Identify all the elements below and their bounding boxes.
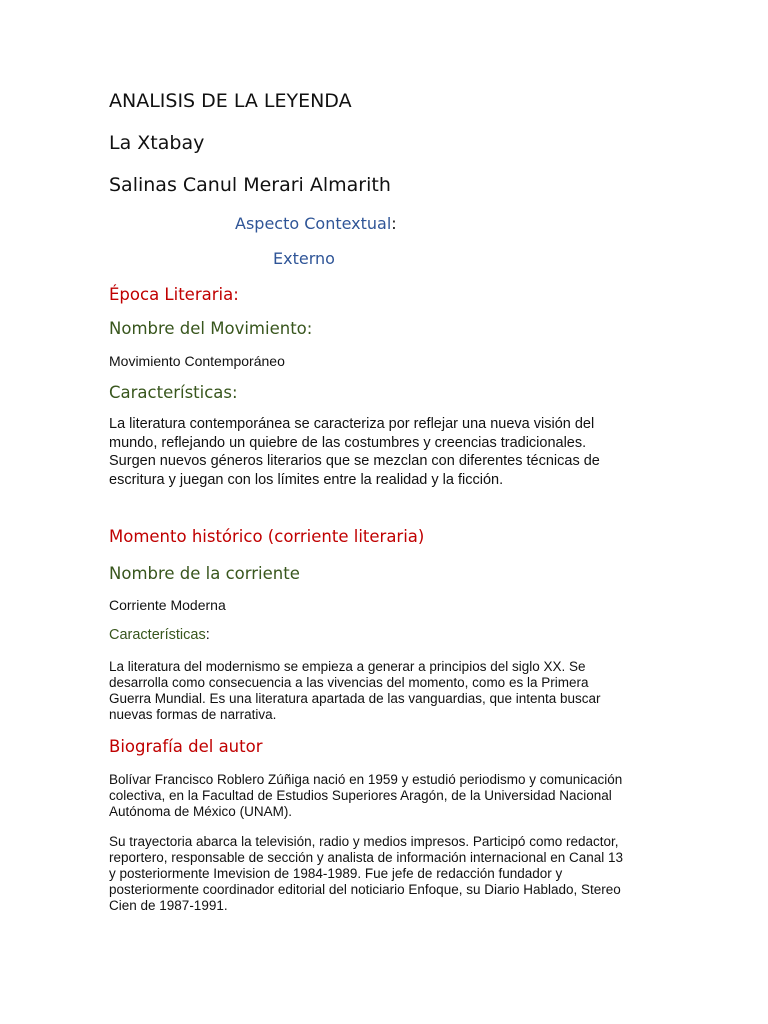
paragraph-line: La literatura del modernismo se empieza a generar a principios del siglo XX. Se [109,659,586,674]
current-features-label: Características [109,627,206,643]
contextual-aspect-colon: : [391,214,397,233]
paragraph-line: La literatura contemporánea se caracteriza por reflejar una nueva visión del [109,416,595,432]
paragraph-line: Bolívar Francisco Roblero Zúñiga nació en 1959 y estudió periodismo y comunicación [109,772,623,787]
movement-features-heading: Características: [109,383,238,402]
paragraph-line: escritura y juegan con los límites entre la realidad y la ficción. [109,471,504,488]
paragraph-line: Guerra Mundial. Es una literatura apartada de las vanguardias, que intenta buscar [109,691,601,706]
contextual-aspect-heading [235,214,397,233]
paragraph-line: desarrolla como consecuencia a las vivencias del momento, como es la Primera [109,675,589,690]
paragraph-line: posteriormente coordinador editorial del noticiario Enfoque, su Diario Hablado, Stereo [109,882,621,897]
biography-paragraph-1 [109,772,622,820]
current-features-paragraph [109,659,601,723]
biography-paragraph-2 [109,834,623,914]
paragraph-line: Cien de 1987-1991. [109,898,228,913]
paragraph-line: reportero, responsable de sección y analista de información internacional en Canal 13 [109,850,624,865]
movement-name: Movimiento Contemporáneo [109,353,285,369]
legend-name: La Xtabay [109,132,205,154]
paragraph-line: Su trayectoria abarca la televisión, radio y medios impresos. Participó como redactor, [109,834,619,849]
literary-epoch-heading: Época Literaria: [109,285,239,304]
movement-features-paragraph [109,415,600,489]
external-subheading: Externo [273,249,335,268]
paragraph-line: Autónoma de México (UNAM). [109,804,293,819]
current-name: Corriente Moderna [109,597,226,613]
paragraph-line: Surgen nuevos géneros literarios que se mezclan con diferentes técnicas de [109,453,600,469]
current-features-heading [109,627,210,643]
author-name: Salinas Canul Merari Almarith [109,174,391,196]
author-biography-heading: Biografía del autor [109,737,263,756]
current-features-colon: : [205,627,210,643]
paragraph-line: colectiva, en la Facultad de Estudios Superiores Aragón, de la Universidad Nacional [109,788,612,803]
paragraph-line: mundo, reflejando un quiebre de las costumbres y creencias tradicionales. [109,434,587,451]
historical-moment-heading: Momento histórico (corriente literaria) [109,527,425,546]
paragraph-line: nuevas formas de narrativa. [109,707,277,722]
document-title: ANALISIS DE LA LEYENDA [109,90,352,112]
paragraph-line: y posteriormente Imevision de 1984-1989. Fue jefe de redacción fundador y [109,866,563,881]
movement-name-heading: Nombre del Movimiento: [109,319,313,338]
current-name-heading: Nombre de la corriente [109,564,300,583]
contextual-aspect-label: Aspecto Contextual [235,214,392,233]
